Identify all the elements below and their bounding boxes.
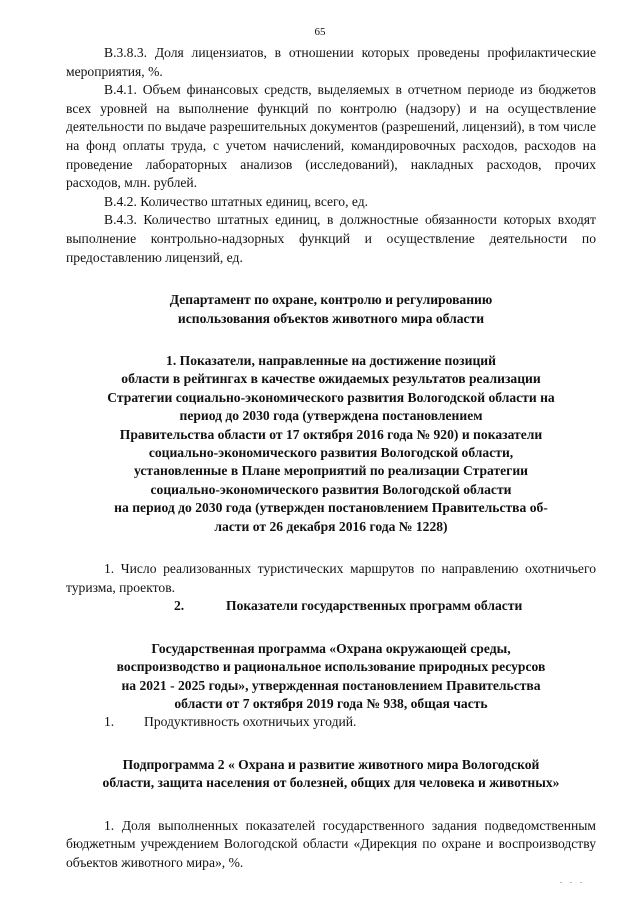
document-body — [66, 44, 596, 873]
program-item-text: Продуктивность охотничьих угодий. — [144, 714, 357, 730]
paragraph-b41: В.4.1. Объем финансовых средств, выделяемых в отчетном периоде из бюджетов всех уровней на выполнение функций по контролю (надзору) и на осуществление деятельности по выдаче разрешительных документов (разрешений, лицензий), в том числе на фонд оплаты труда, с учетом начислений, командировочных расходов, расходов на проведение лабораторных анализов (исследований), накладных расходов, прочих расходов, млн. рублей. — [66, 82, 596, 191]
subprogram-item: 1. Доля выполненных показателей государственного задания подведомственным бюджетным учреждением Вологодской области «Дирекция по охране и воспроизводству объектов животного мира», %. — [66, 817, 596, 870]
paragraph-b43: В.4.3. Количество штатных единиц, в должностные обязанности которых входят выполнение контрольно-надзорных функций и осуществление деятельности по предоставлению лицензий, ед. — [66, 212, 596, 265]
subprogram-heading — [66, 756, 596, 793]
section1-heading-line: период до 2030 года (утверждена постановлением — [179, 408, 483, 424]
section1-heading-line: установленные в Плане мероприятий по реализации Стратегии — [133, 463, 529, 479]
subprogram-heading-line: области, защита населения от болезней, общих для человека и животных» — [102, 775, 560, 791]
footer-marks: . . . — [560, 876, 585, 885]
section2-number: 2. — [174, 598, 185, 614]
program-heading-line: на 2021 - 2025 годы», утвержденная постановлением Правительства — [121, 677, 541, 693]
section1-heading-line: области в рейтингах в качестве ожидаемых результатов реализации — [121, 371, 541, 387]
paragraph-b383: В.3.8.3. Доля лицензиатов, в отношении которых проведены профилактические мероприятия, %. — [66, 45, 596, 79]
program-heading-line: воспроизводство и рациональное использование природных ресурсов — [116, 659, 546, 675]
section1-heading-line: социально-экономического развития Вологодской области, — [148, 444, 514, 460]
section1-heading-line: Правительства области от 17 октября 2016 года № 920) и показатели — [119, 426, 543, 442]
section1-heading — [66, 352, 596, 536]
section1-heading-line: на период до 2030 года (утвержден постановлением Правительства об- — [114, 500, 548, 516]
section1-item: 1. Число реализованных туристических маршрутов по направлению охотничьего туризма, проектов. — [66, 561, 596, 595]
section2-title: Показатели государственных программ области — [226, 598, 523, 614]
program-heading-line: области от 7 октября 2019 года № 938, общая часть — [174, 696, 488, 711]
section1-heading-line: ласти от 26 декабря 2016 года № 1228) — [214, 518, 448, 534]
section2-heading — [66, 597, 596, 616]
section1-heading-line: социально-экономического развития Вологодской области — [150, 481, 512, 497]
section1-heading-line: Стратегии социально-экономического развития Вологодской области на — [107, 389, 555, 405]
department-heading-line: Департамент по охране, контролю и регулированию — [169, 292, 493, 308]
section1-heading-line: 1. Показатели, направленные на достижение позиций — [166, 352, 496, 368]
subprogram-heading-line: Подпрограмма 2 « Охрана и развитие животного мира Вологодской — [122, 757, 540, 772]
program-heading-line: Государственная программа «Охрана окружающей среды, — [151, 640, 511, 656]
department-heading-line: использования объектов животного мира области — [177, 310, 485, 326]
program-heading — [66, 640, 596, 714]
paragraph-b42: В.4.2. Количество штатных единиц, всего, ед. — [104, 193, 369, 209]
program-item-number: 1. — [104, 714, 115, 730]
page-number: 65 — [314, 26, 326, 38]
department-heading — [66, 291, 596, 328]
program-item — [66, 713, 596, 732]
